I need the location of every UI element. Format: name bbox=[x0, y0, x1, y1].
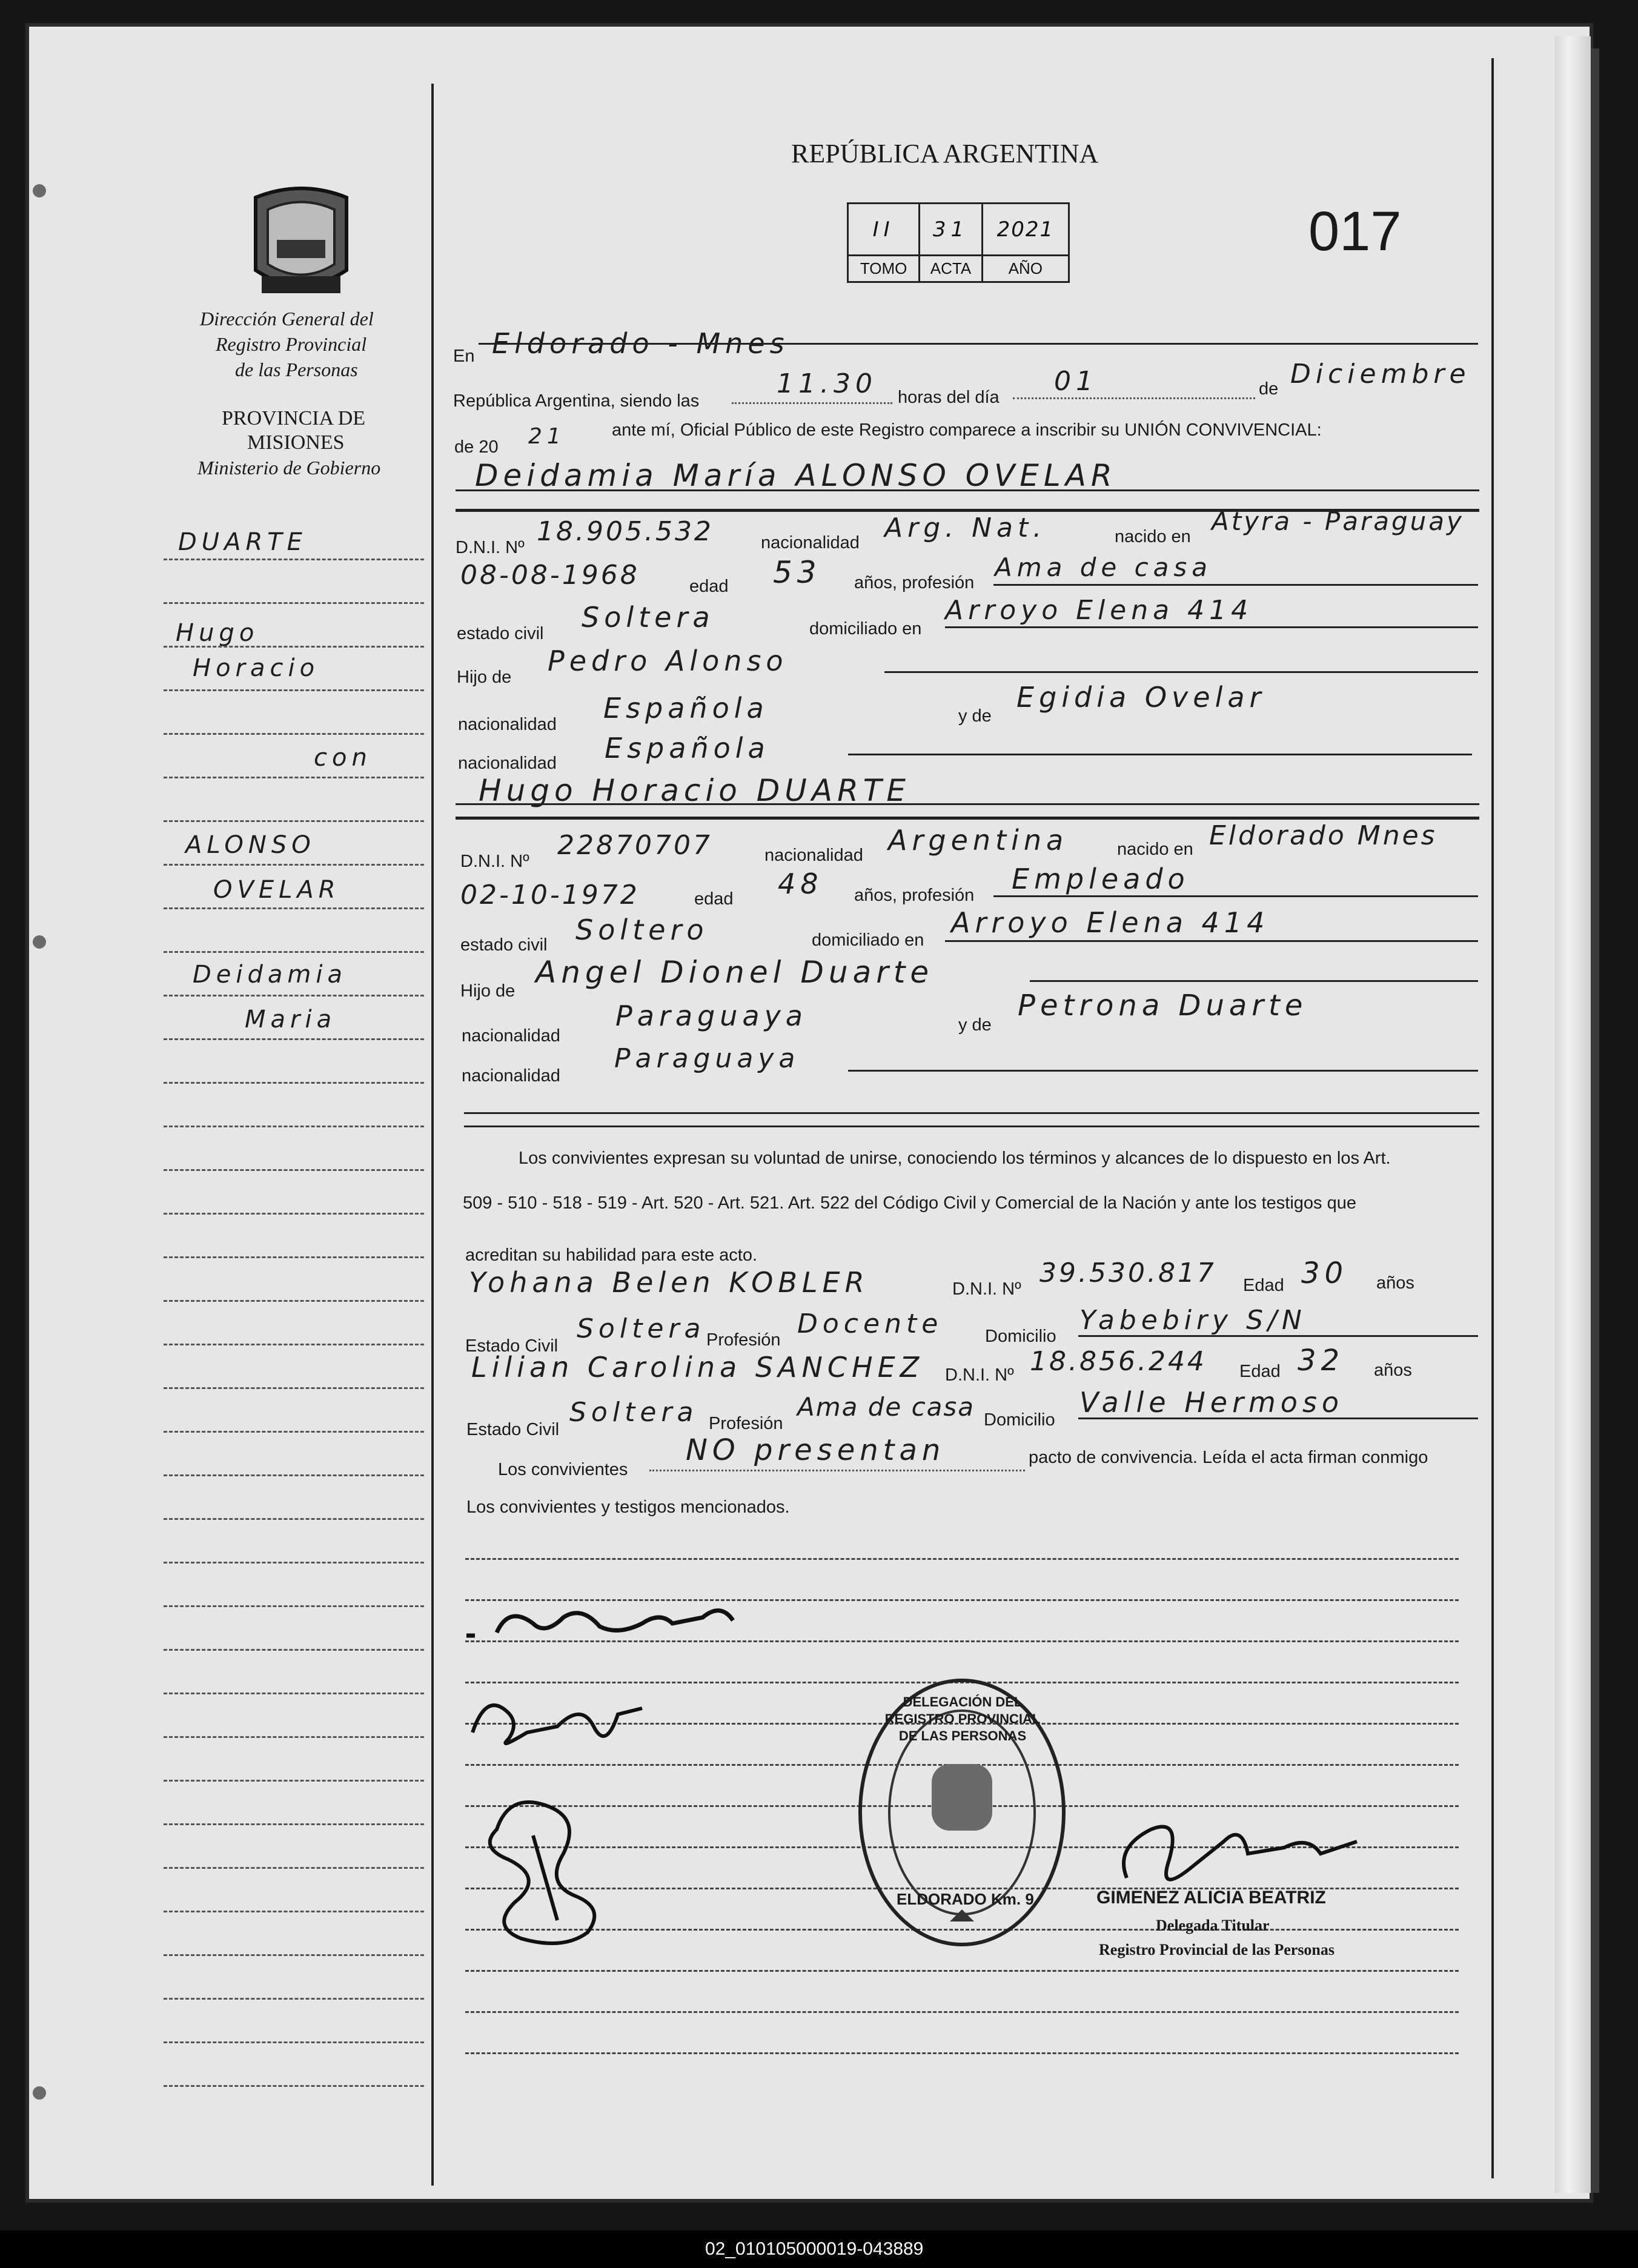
act-month: Diciembre bbox=[1290, 359, 1471, 390]
w1-label-dom: Domicilio bbox=[985, 1327, 1056, 1346]
tomo-value: II bbox=[848, 204, 920, 256]
p2-label-domic: domiciliado en bbox=[812, 930, 924, 950]
p1-label-nac-father: nacionalidad bbox=[458, 715, 557, 734]
w2-address: Valle Hermoso bbox=[1079, 1386, 1344, 1419]
line-person1-name bbox=[456, 489, 1479, 491]
p1-age: 53 bbox=[773, 555, 821, 590]
p1-label-prof: años, profesión bbox=[854, 573, 975, 592]
p1-born-in: Atyra - Paraguay bbox=[1212, 506, 1464, 536]
p1-label-nac-mother: nacionalidad bbox=[458, 754, 557, 773]
w2-label-anios: años bbox=[1374, 1361, 1412, 1380]
p2-address: Arroyo Elena 414 bbox=[951, 906, 1270, 939]
label-rep: República Argentina, siendo las bbox=[453, 391, 700, 411]
p2-label-nacido: nacido en bbox=[1117, 840, 1193, 859]
w1-age: 30 bbox=[1301, 1256, 1348, 1290]
p1-label-yde: y de bbox=[958, 706, 992, 726]
p2-age: 48 bbox=[778, 867, 823, 900]
p2-father-nat: Paraguaya bbox=[615, 1000, 807, 1032]
margin-name4: Maria bbox=[245, 1006, 337, 1033]
p1-label-nacido: nacido en bbox=[1115, 527, 1191, 546]
column-divider-left bbox=[431, 84, 434, 2186]
w2-name: Lilian Carolina SANCHEZ bbox=[471, 1351, 924, 1384]
p1-dni: 18.905.532 bbox=[537, 516, 714, 547]
p1-mother-nat: Española bbox=[605, 732, 770, 764]
p2-birth-date: 02-10-1972 bbox=[460, 880, 640, 910]
country-title: REPÚBLICA ARGENTINA bbox=[791, 139, 1099, 168]
w1-label-dni: D.N.I. Nº bbox=[952, 1279, 1021, 1299]
w1-label-anios: años bbox=[1376, 1273, 1414, 1293]
line-p1-prof bbox=[993, 584, 1478, 586]
para-line1: Los convivientes expresan su voluntad de unirse, conociendo los términos y alcances de lo dispuesto en los Art. bbox=[519, 1149, 1391, 1168]
line-p2-prof bbox=[993, 895, 1478, 897]
p2-label-prof: años, profesión bbox=[854, 886, 975, 905]
divider-person2 bbox=[456, 817, 1479, 820]
w2-civil: Soltera bbox=[569, 1397, 698, 1428]
p1-civil: Soltera bbox=[582, 601, 715, 634]
margin-surname2: ALONSO bbox=[185, 831, 316, 859]
line-place bbox=[479, 343, 1478, 345]
p2-father: Angel Dionel Duarte bbox=[536, 955, 934, 990]
label-conv: Los convivientes bbox=[498, 1460, 628, 1479]
margin-name3: Deidamia bbox=[193, 961, 348, 989]
p1-address: Arroyo Elena 414 bbox=[945, 595, 1253, 626]
act-year: 21 bbox=[528, 424, 566, 449]
p2-nationality: Argentina bbox=[888, 824, 1069, 857]
p1-profession: Ama de casa bbox=[995, 552, 1213, 582]
page-stack-edge bbox=[1554, 36, 1591, 2193]
p1-label-domic: domiciliado en bbox=[809, 619, 922, 638]
w2-label-dni: D.N.I. Nº bbox=[945, 1365, 1014, 1385]
ministry-line: Ministerio de Gobierno bbox=[197, 457, 381, 479]
w2-label-dom: Domicilio bbox=[984, 1410, 1055, 1430]
p2-civil: Soltero bbox=[575, 913, 709, 946]
tomo-label: TOMO bbox=[848, 256, 920, 282]
w1-civil: Soltera bbox=[577, 1313, 706, 1344]
anio-value: 2021 bbox=[982, 204, 1069, 256]
act-place: Eldorado - Mnes bbox=[492, 327, 789, 360]
w2-label-edad: Edad bbox=[1239, 1362, 1281, 1381]
dir-line2: Registro Provincial bbox=[216, 333, 367, 355]
signature-3-icon bbox=[472, 1781, 666, 1957]
acta-label: ACTA bbox=[920, 256, 982, 282]
person1-name: Deidamia María ALONSO OVELAR bbox=[475, 458, 1117, 493]
w1-profession: Docente bbox=[797, 1308, 943, 1339]
dir-line3: de las Personas bbox=[235, 359, 358, 380]
officer-role: Delegada Titular bbox=[1156, 1917, 1270, 1934]
divider-end-persons-2 bbox=[464, 1126, 1479, 1127]
dots-hour bbox=[732, 402, 892, 404]
pact-value: NO presentan bbox=[686, 1433, 946, 1467]
margin-surname: DUARTE bbox=[178, 528, 307, 556]
w2-dni: 18.856.244 bbox=[1030, 1346, 1207, 1377]
officer-org: Registro Provincial de las Personas bbox=[1099, 1941, 1335, 1958]
margin-name1: Hugo bbox=[176, 619, 259, 647]
signature-2-icon bbox=[460, 1672, 715, 1757]
w1-name: Yohana Belen KOBLER bbox=[469, 1266, 869, 1299]
person2-name: Hugo Horacio DUARTE bbox=[479, 773, 910, 808]
w2-label-prof: Profesión bbox=[709, 1414, 783, 1433]
prov-line1: PROVINCIA DE bbox=[222, 407, 366, 429]
line-p1-addr bbox=[945, 626, 1478, 628]
p2-mother: Petrona Duarte bbox=[1018, 989, 1308, 1023]
scan-footer bbox=[0, 2230, 1638, 2268]
column-divider-right bbox=[1491, 58, 1494, 2178]
line-p2-mother-nat bbox=[848, 1070, 1478, 1072]
line-person2-name bbox=[456, 803, 1479, 805]
p2-label-nac-mother: nacionalidad bbox=[462, 1066, 560, 1086]
label-horas: horas del día bbox=[898, 388, 1000, 407]
stamp-ring-text: DELEGACIÓN DEL REGISTRO PROVINCIAL DE LAS PERSONAS bbox=[884, 1694, 1041, 1743]
dots-pact bbox=[649, 1470, 1025, 1471]
p1-mother: Egidia Ovelar bbox=[1016, 681, 1266, 714]
p2-label-edad: edad bbox=[694, 889, 734, 909]
w2-age: 32 bbox=[1298, 1344, 1345, 1378]
line-p2-father bbox=[1030, 980, 1478, 982]
p1-label-nac: nacionalidad bbox=[761, 533, 860, 552]
anio-label: AÑO bbox=[982, 256, 1069, 282]
act-hour: 11.30 bbox=[777, 368, 877, 399]
line-p1-mother-nat bbox=[848, 754, 1472, 755]
p2-label-dni: D.N.I. Nº bbox=[460, 852, 529, 871]
p1-father-nat: Española bbox=[603, 692, 769, 724]
w1-address: Yabebiry S/N bbox=[1079, 1305, 1307, 1336]
p2-label-civil: estado civil bbox=[460, 935, 548, 955]
p1-father: Pedro Alonso bbox=[548, 645, 788, 677]
w2-profession: Ama de casa bbox=[797, 1392, 975, 1422]
p2-dni: 22870707 bbox=[557, 830, 712, 861]
p1-label-edad: edad bbox=[689, 577, 729, 596]
margin-name2: Horacio bbox=[193, 654, 320, 682]
dir-line1: Dirección General del bbox=[200, 308, 374, 330]
w2-label-civil: Estado Civil bbox=[466, 1420, 560, 1439]
p2-label-nac: nacionalidad bbox=[764, 846, 863, 865]
p1-nationality: Arg. Nat. bbox=[884, 512, 1047, 543]
p1-label-civil: estado civil bbox=[457, 624, 544, 643]
p2-label-hijo: Hijo de bbox=[460, 981, 516, 1001]
para-line2: 509 - 510 - 518 - 519 - Art. 520 - Art. 521. Art. 522 del Código Civil y Comercial de la Nación y ante los testigos que bbox=[463, 1193, 1356, 1213]
act-day: 01 bbox=[1054, 366, 1098, 397]
para-line3: acreditan su habilidad para este acto. bbox=[465, 1245, 758, 1265]
record-number: 017 bbox=[1308, 201, 1402, 262]
w1-dni: 39.530.817 bbox=[1040, 1258, 1216, 1288]
label-en: En bbox=[453, 346, 475, 366]
p2-profession: Empleado bbox=[1012, 863, 1190, 895]
dots-day bbox=[1013, 397, 1255, 399]
signature-1-icon bbox=[460, 1599, 751, 1648]
p1-birth-date: 08-08-1968 bbox=[460, 560, 640, 591]
label-de: de bbox=[1259, 379, 1279, 399]
acta-value: 31 bbox=[920, 204, 982, 256]
page-stack-shadow bbox=[1591, 48, 1599, 2193]
margin-surname3: OVELAR bbox=[213, 876, 340, 904]
line-w1-addr bbox=[1078, 1335, 1478, 1337]
w1-label-civil: Estado Civil bbox=[465, 1336, 559, 1356]
prov-line2: MISIONES bbox=[247, 431, 345, 454]
line-p2-addr bbox=[945, 940, 1478, 942]
officer-name: GIMENEZ ALICIA BEATRIZ bbox=[1096, 1888, 1326, 1908]
p1-label-hijo: Hijo de bbox=[457, 668, 512, 687]
p2-born-in: Eldorado Mnes bbox=[1209, 820, 1437, 851]
label-pacto: pacto de convivencia. Leída el acta firman conmigo bbox=[1029, 1448, 1428, 1467]
w1-label-prof: Profesión bbox=[706, 1330, 781, 1350]
p2-label-yde: y de bbox=[958, 1015, 992, 1035]
p2-label-nac-father: nacionalidad bbox=[462, 1026, 560, 1046]
margin-con: con bbox=[314, 744, 372, 772]
line-w2-addr bbox=[1078, 1418, 1478, 1419]
p1-label-dni: D.N.I. Nº bbox=[456, 538, 525, 557]
line-p1-father bbox=[884, 671, 1478, 673]
label-final: Los convivientes y testigos mencionados. bbox=[466, 1497, 790, 1517]
record-index-box bbox=[847, 202, 1070, 283]
label-ante: ante mí, Oficial Público de este Registro comparece a inscribir su UNIÓN CONVIVENCIAL: bbox=[612, 420, 1322, 440]
binder-holes bbox=[29, 27, 53, 2199]
stamp-center-text: ELDORADO Km. 9 bbox=[897, 1890, 1034, 1908]
province-seal-icon bbox=[244, 179, 359, 300]
divider-end-persons bbox=[464, 1112, 1479, 1114]
label-de20: de 20 bbox=[454, 437, 499, 457]
p2-mother-nat: Paraguaya bbox=[614, 1043, 800, 1074]
w1-label-edad: Edad bbox=[1243, 1276, 1284, 1295]
scan-id: 02_010105000019-043889 bbox=[705, 2239, 924, 2259]
